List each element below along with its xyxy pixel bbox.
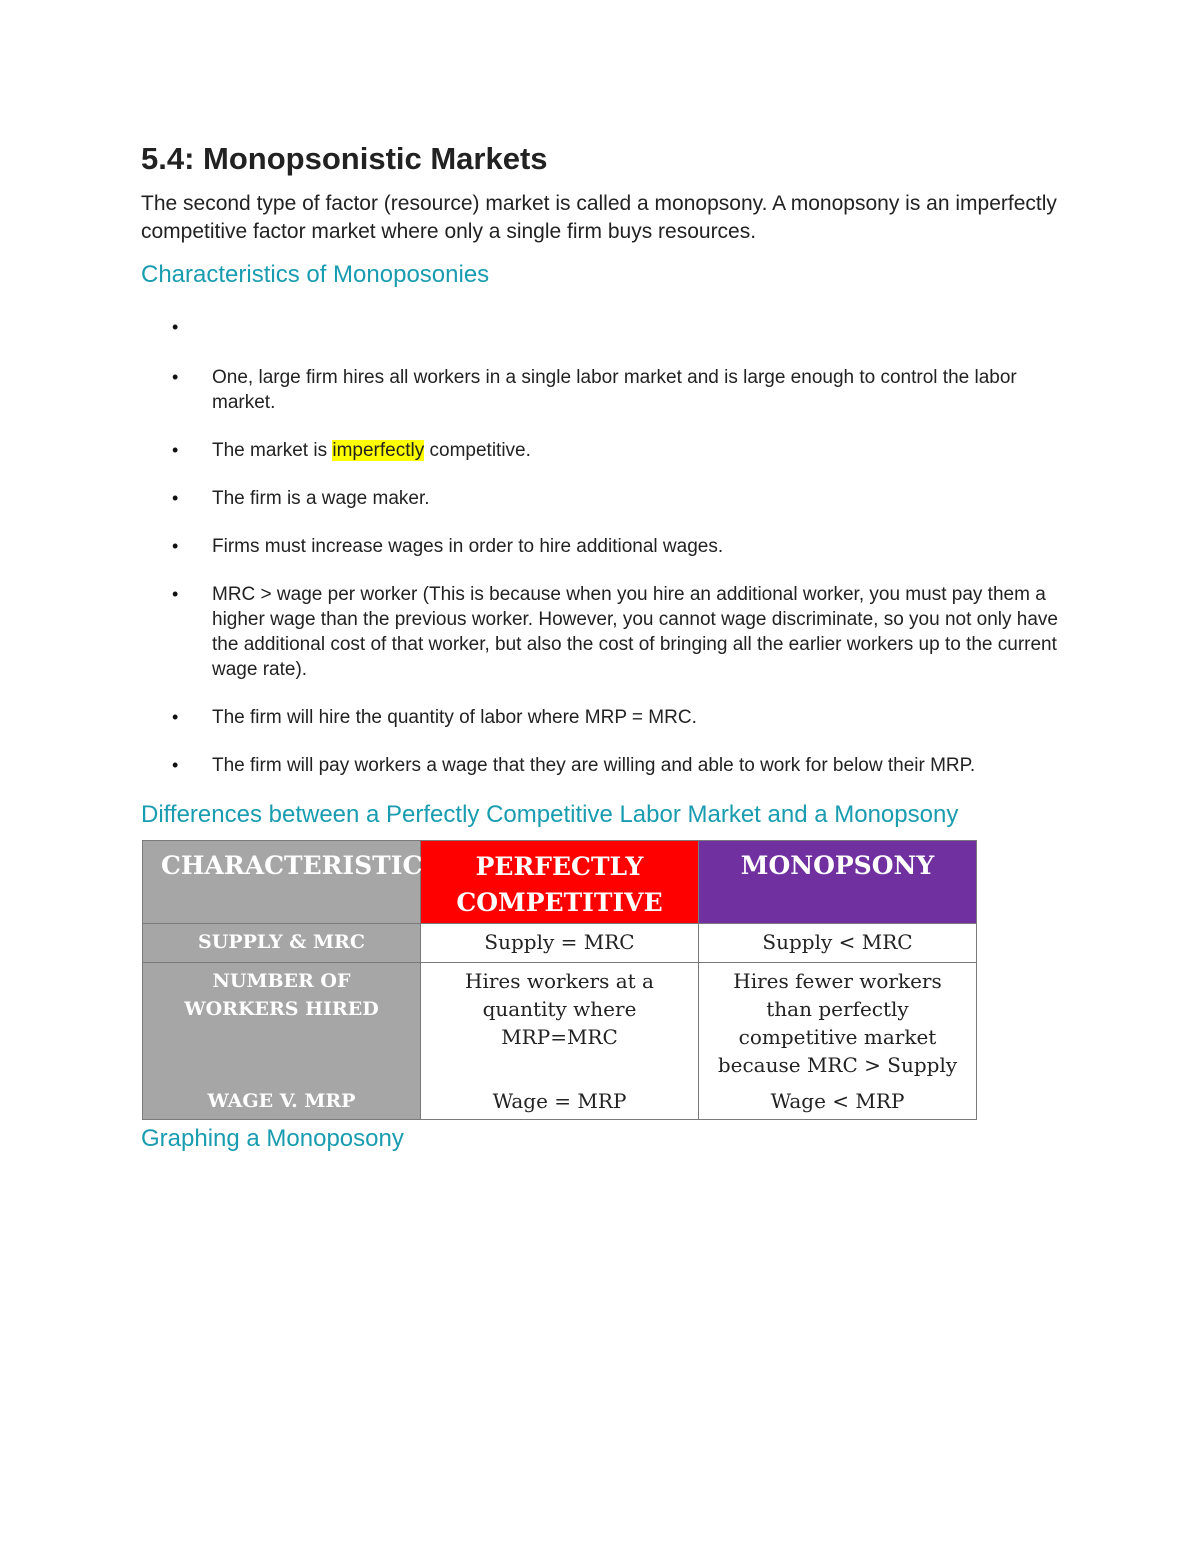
- cell-workers-wage-pc: [421, 963, 699, 1120]
- cell-wage-pc: Wage = MRP: [492, 1089, 627, 1113]
- list-item-text: The firm will hire the quantity of labor where MRP = MRC.: [212, 707, 697, 728]
- list-item: [172, 582, 1072, 682]
- page-title: 5.4: Monopsonistic Markets: [141, 141, 548, 176]
- highlighted-word: imperfectly: [332, 440, 425, 461]
- cell-workers-pc: Hires workers at a quantity where MRP=MRC: [465, 969, 654, 1049]
- section-heading-graphing: Graphing a Monoposony: [141, 1125, 404, 1152]
- list-item-text-after: competitive.: [424, 440, 531, 461]
- cell-workers-mono: Hires fewer workers than perfectly competitive market because MRC > Supply: [717, 969, 958, 1077]
- row-label-supply-mrc: SUPPLY & MRC: [143, 924, 421, 963]
- bullet-icon: •: [172, 536, 179, 556]
- list-item-empty: [172, 315, 1072, 340]
- comparison-table: [142, 840, 977, 1120]
- list-item: [172, 486, 1072, 511]
- row-label-workers-wage: [143, 963, 421, 1120]
- cell-workers-wage-mono: [699, 963, 977, 1120]
- list-item: [172, 438, 1072, 463]
- list-item-text: Firms must increase wages in order to hire additional wages.: [212, 536, 724, 557]
- list-item: [172, 705, 1072, 730]
- header-characteristic: CHARACTERISTIC: [143, 841, 421, 924]
- list-item-text: The firm will pay workers a wage that they are willing and able to work for below their MRP.: [212, 755, 976, 776]
- section-heading-characteristics: Characteristics of Monoposonies: [141, 261, 490, 288]
- list-item: [172, 753, 1072, 778]
- list-item: [172, 365, 1072, 415]
- bullet-icon: •: [172, 440, 179, 460]
- section-heading-differences: Differences between a Perfectly Competitive Labor Market and a Monopsony: [141, 801, 959, 828]
- bullet-icon: •: [172, 584, 179, 604]
- table-row: [143, 924, 977, 963]
- characteristics-list: [172, 315, 1072, 801]
- row-label-wage: WAGE V. MRP: [207, 1090, 356, 1112]
- bullet-icon: •: [172, 317, 179, 337]
- list-item-text: One, large firm hires all workers in a single labor market and is large enough to control the labor market.: [212, 367, 1017, 413]
- intro-paragraph: The second type of factor (resource) market is called a monopsony. A monopsony is an imperfectly competitive factor market where only a single firm buys resources.: [141, 192, 1057, 243]
- bullet-icon: •: [172, 367, 179, 387]
- list-item-text-before: The market is: [212, 440, 333, 461]
- bullet-icon: •: [172, 707, 179, 727]
- table-row: [143, 963, 977, 1120]
- bullet-icon: •: [172, 488, 179, 508]
- header-monopsony: MONOPSONY: [699, 841, 977, 924]
- cell-supply-mono: Supply < MRC: [699, 924, 977, 963]
- list-item-text: MRC > wage per worker (This is because when you hire an additional worker, you must pay them a higher wage than the previous worker. However, you cannot wage discriminate, so you not only have the additional cost of that worker, but also the cost of bringing all the earlier workers up to the current wage rate).: [212, 584, 1058, 680]
- row-label-workers: NUMBER OF WORKERS HIRED: [184, 970, 379, 1020]
- list-item: [172, 534, 1072, 559]
- list-item-text: The firm is a wage maker.: [212, 488, 430, 509]
- cell-wage-mono: Wage < MRP: [770, 1089, 905, 1113]
- cell-supply-pc: Supply = MRC: [421, 924, 699, 963]
- table-header-row: [143, 841, 977, 924]
- header-perfectly-competitive: PERFECTLY COMPETITIVE: [421, 841, 699, 924]
- bullet-icon: •: [172, 755, 179, 775]
